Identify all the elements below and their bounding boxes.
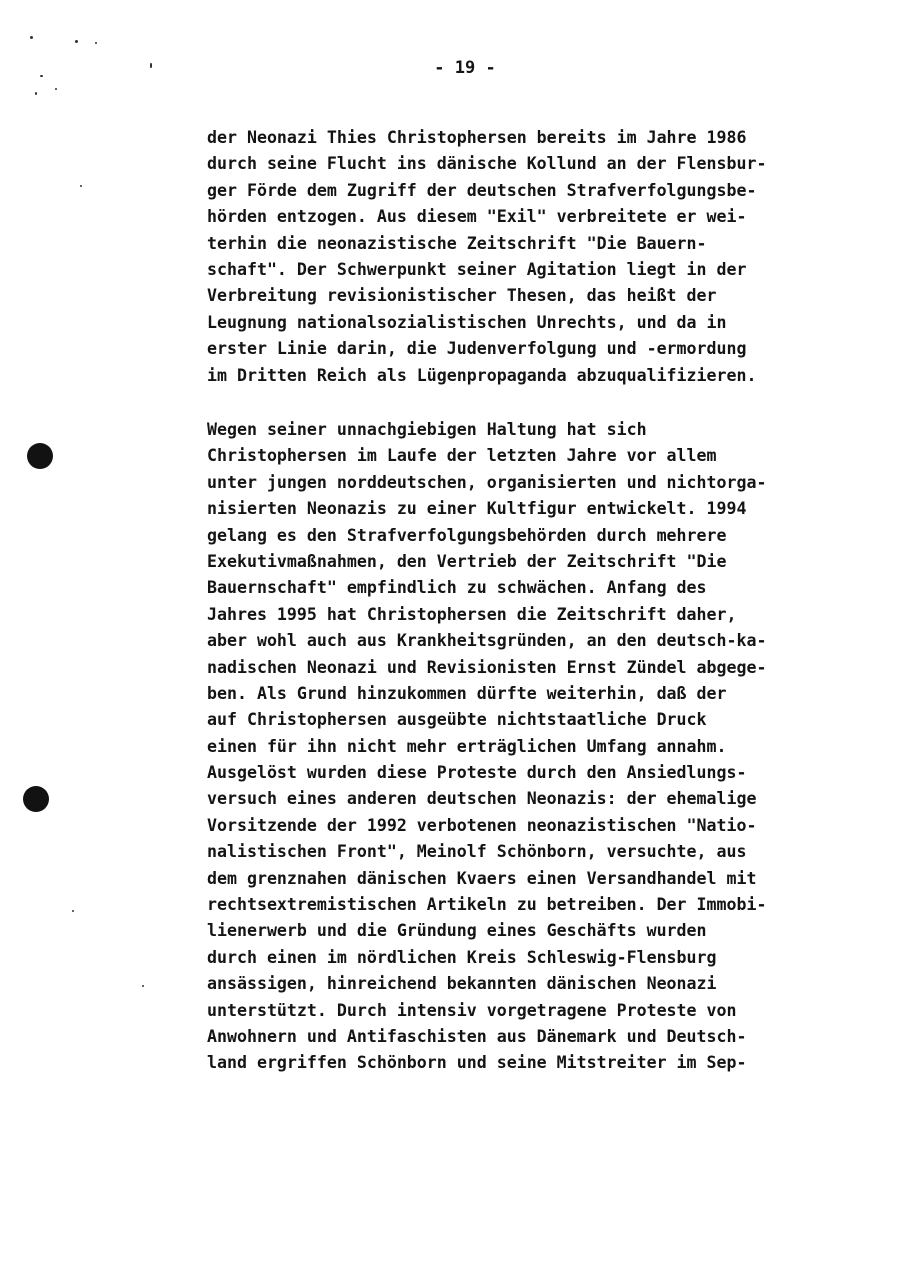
text-line: terhin die neonazistische Zeitschrift "Die Bauern- [207, 233, 707, 253]
text-line: unterstützt. Durch intensiv vorgetragene Proteste von [207, 1000, 737, 1020]
text-line: Exekutivmaßnahmen, den Vertrieb der Zeitschrift "Die [207, 551, 727, 571]
scan-speck [80, 185, 82, 187]
text-line: durch seine Flucht ins dänische Kollund an der Flensbur- [207, 154, 767, 174]
text-line: ansässigen, hinreichend bekannten dänischen Neonazi [207, 974, 717, 994]
text-line: Vorsitzende der 1992 verbotenen neonazistischen "Natio- [207, 815, 757, 835]
text-line: nalistischen Front", Meinolf Schönborn, versuchte, aus [207, 842, 747, 862]
scan-speck [30, 36, 33, 39]
page-number: - 19 - [434, 58, 496, 78]
text-line: gelang es den Strafverfolgungsbehörden durch mehrere [207, 525, 727, 545]
text-line: hörden entzogen. Aus diesem "Exil" verbreitete er wei- [207, 207, 747, 227]
text-line: nadischen Neonazi und Revisionisten Ernst Zündel abgege- [207, 657, 767, 677]
text-line: Christophersen im Laufe der letzten Jahre vor allem [207, 446, 717, 466]
text-line: einen für ihn nicht mehr erträglichen Umfang annahm. [207, 736, 727, 756]
scan-speck [55, 88, 57, 90]
text-line: ger Förde dem Zugriff der deutschen Strafverfolgungsbe- [207, 180, 757, 200]
scan-speck [72, 910, 74, 912]
scan-speck [95, 42, 97, 44]
text-line: Wegen seiner unnachgiebigen Haltung hat sich [207, 420, 647, 439]
text-line: Verbreitung revisionistischer Thesen, das heißt der [207, 286, 717, 306]
text-line: land ergriffen Schönborn und seine Mitstreiter im Sep- [207, 1053, 747, 1073]
text-line: Bauernschaft" empfindlich zu schwächen. Anfang des [207, 578, 707, 598]
text-line: im Dritten Reich als Lügenpropaganda abzuqualifizieren. [207, 365, 757, 385]
text-line: rechtsextremistischen Artikeln zu betreiben. Der Immobi- [207, 895, 767, 915]
text-line: aber wohl auch aus Krankheitsgründen, an den deutsch-ka- [207, 631, 767, 651]
scan-speck [40, 75, 43, 77]
punch-hole [27, 443, 53, 469]
scan-speck [75, 40, 78, 43]
scan-speck [150, 63, 152, 68]
scan-speck [35, 92, 37, 95]
text-line: der Neonazi Thies Christophersen bereits im Jahre 1986 [207, 128, 747, 147]
text-line: erster Linie darin, die Judenverfolgung und -ermordung [207, 339, 747, 359]
text-line: lienerwerb und die Gründung eines Geschäfts wurden [207, 921, 707, 941]
scan-speck [142, 985, 144, 987]
text-line: versuch eines anderen deutschen Neonazis: der ehemalige [207, 789, 757, 809]
text-line: Leugnung nationalsozialistischen Unrechts, und da in [207, 312, 727, 332]
text-line: dem grenznahen dänischen Kvaers einen Versandhandel mit [207, 868, 757, 888]
text-line: Anwohnern und Antifaschisten aus Dänemark und Deutsch- [207, 1026, 747, 1046]
text-line: nisierten Neonazis zu einer Kultfigur entwickelt. 1994 [207, 499, 747, 519]
text-line: Ausgelöst wurden diese Proteste durch den Ansiedlungs- [207, 763, 747, 783]
punch-hole [23, 786, 49, 812]
text-line: Jahres 1995 hat Christophersen die Zeitschrift daher, [207, 604, 737, 624]
paragraph [207, 417, 847, 1077]
text-line: auf Christophersen ausgeübte nichtstaatliche Druck [207, 710, 707, 730]
text-line: unter jungen norddeutschen, organisierten und nichtorga- [207, 472, 767, 492]
paragraph [207, 125, 847, 389]
text-line: ben. Als Grund hinzukommen dürfte weiterhin, daß der [207, 683, 727, 703]
text-line: schaft". Der Schwerpunkt seiner Agitation liegt in der [207, 259, 747, 279]
text-line: durch einen im nördlichen Kreis Schleswig-Flensburg [207, 947, 717, 967]
